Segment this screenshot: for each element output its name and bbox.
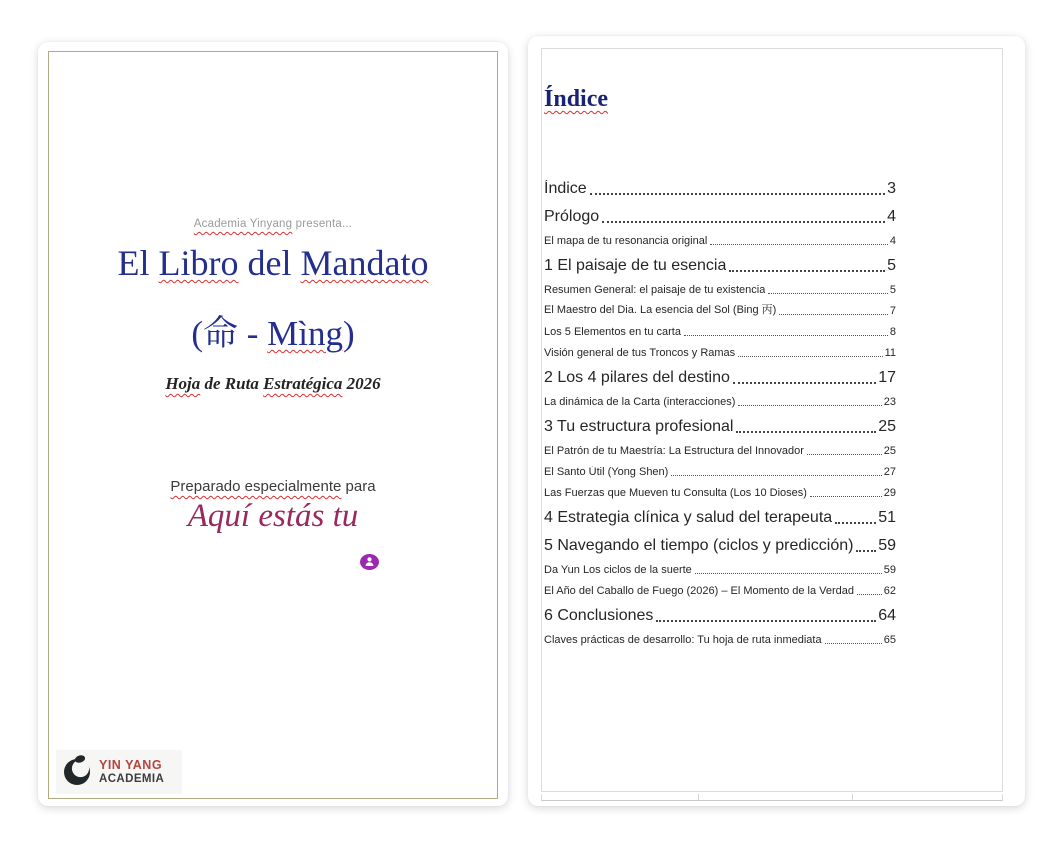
toc-heading: Índice: [544, 86, 609, 112]
toc-entry-page-number: 27: [883, 466, 896, 478]
toc-entry[interactable]: [544, 198, 896, 226]
toc-entry-page-number: 65: [883, 634, 896, 646]
toc-entry[interactable]: [544, 170, 896, 198]
text-segment: Academia Yinyang: [193, 218, 293, 230]
toc-entry-label: Los 5 Elementos en tu carta: [544, 326, 681, 338]
toc-entry-label: Resumen General: el paisaje de tu existencia: [544, 284, 766, 296]
toc-dot-leader: [738, 356, 882, 357]
toc-dot-leader: [736, 431, 876, 433]
toc-dot-leader: [825, 643, 882, 644]
toc-entry[interactable]: [544, 478, 896, 499]
toc-dot-leader: [835, 522, 876, 524]
toc-dot-leader: [807, 454, 882, 455]
text-segment: Libro: [158, 243, 239, 283]
toc-dot-leader: [671, 475, 881, 476]
text-segment: Hoja: [165, 374, 201, 393]
toc-entry[interactable]: [544, 226, 896, 247]
cover-subtitle: [38, 374, 508, 394]
toc-dot-leader: [779, 314, 888, 315]
text-segment: Estratégica: [263, 374, 343, 393]
text-segment: 2026: [342, 374, 381, 393]
toc-entry-page-number: 23: [883, 396, 896, 408]
toc-dot-leader: [729, 270, 885, 272]
toc-entry-page-number: 25: [883, 445, 896, 457]
toc-entry-label: Da Yun Los ciclos de la suerte: [544, 564, 692, 576]
cover-title-line1: [38, 242, 508, 284]
toc-entry-page-number: 59: [878, 537, 896, 554]
toc-entry[interactable]: [544, 338, 896, 359]
toc-entry[interactable]: [544, 275, 896, 296]
toc-entry-label: Índice: [544, 180, 587, 197]
toc-dot-leader: [738, 405, 881, 406]
toc-entry-label: La dinámica de la Carta (interacciones): [544, 396, 736, 408]
yin-yang-icon: [63, 754, 93, 791]
toc-entry-label: Prólogo: [544, 208, 600, 225]
toc-entry-label: El Maestro del Dia. La esencia del Sol (Bing 丙): [544, 304, 777, 316]
toc-dot-leader: [857, 594, 882, 595]
toc-entry-label: El mapa de tu resonancia original: [544, 235, 708, 247]
toc-dot-leader: [710, 244, 888, 245]
table-divider: [852, 794, 853, 800]
toc-entry[interactable]: [544, 527, 896, 555]
person-badge-icon[interactable]: [360, 554, 379, 570]
toc-entry-page-number: 64: [878, 607, 896, 624]
toc-dot-leader: [590, 193, 885, 195]
toc-entry[interactable]: [544, 597, 896, 625]
cover-recipient-name: Aquí estás tu: [187, 498, 359, 534]
text-segment: Preparado especialmente: [170, 478, 342, 495]
toc-entry-label: Las Fuerzas que Mueven tu Consulta (Los 10 Dioses): [544, 487, 807, 499]
text-segment: del: [238, 243, 301, 283]
logo-wordmark: [99, 759, 164, 784]
toc-entry-page-number: 11: [884, 347, 896, 359]
toc-dot-leader: [768, 293, 888, 294]
toc-entry-label: El Santo Útil (Yong Shen): [544, 466, 669, 478]
text-segment: ): [343, 314, 355, 353]
toc-entry[interactable]: [544, 436, 896, 457]
toc-dot-leader: [810, 496, 882, 497]
cover-presenter-line: [38, 218, 508, 230]
toc-entry-page-number: 3: [887, 180, 896, 197]
logo-line1: YIN YANG: [99, 758, 163, 773]
cover-border: [48, 51, 498, 799]
toc-entry-page-number: 17: [878, 369, 896, 386]
toc-dot-leader: [695, 573, 882, 574]
toc-entry[interactable]: [544, 408, 896, 436]
toc-entry-page-number: 51: [878, 509, 896, 526]
toc-entry-label: 3 Tu estructura profesional: [544, 418, 734, 435]
toc-dot-leader: [733, 382, 876, 384]
toc-entry-page-number: 59: [883, 564, 896, 576]
toc-entry[interactable]: [544, 457, 896, 478]
toc-entry-label: Visión general de tus Troncos y Ramas: [544, 347, 736, 359]
toc-entry[interactable]: [544, 387, 896, 408]
text-segment: El: [117, 243, 159, 283]
toc-dot-leader: [684, 335, 888, 336]
toc-entry[interactable]: [544, 576, 896, 597]
cover-page: [38, 42, 508, 806]
logo-line2: ACADEMIA: [99, 772, 165, 785]
yinyang-academia-logo: [56, 750, 182, 794]
text-segment: Mìng: [267, 314, 343, 353]
text-segment: (命 -: [191, 314, 268, 353]
toc-entry-label: El Patrón de tu Maestría: La Estructura del Innovador: [544, 445, 804, 457]
toc-entry[interactable]: [544, 359, 896, 387]
toc-dot-leader: [856, 550, 876, 552]
text-segment: Mandato: [300, 243, 429, 283]
toc-list: [544, 170, 896, 646]
text-segment: de Ruta: [200, 374, 264, 393]
toc-dot-leader: [602, 221, 885, 223]
table-divider: [698, 794, 699, 800]
toc-dot-leader: [656, 620, 876, 622]
cover-title-line2: [38, 306, 508, 356]
toc-entry-page-number: 4: [889, 235, 896, 247]
toc-entry[interactable]: [544, 499, 896, 527]
toc-entry-page-number: 8: [889, 326, 896, 338]
toc-entry-page-number: 5: [889, 284, 896, 296]
toc-entry-label: Claves prácticas de desarrollo: Tu hoja de ruta inmediata: [544, 634, 822, 646]
text-segment: presenta...: [292, 218, 353, 230]
cover-prepared-for-label: [38, 478, 508, 495]
toc-entry-label: El Año del Caballo de Fuego (2026) – El Momento de la Verdad: [544, 585, 855, 597]
toc-entry[interactable]: [544, 247, 896, 275]
toc-entry-page-number: 62: [883, 585, 896, 597]
toc-entry[interactable]: [544, 317, 896, 338]
toc-page: [528, 36, 1025, 806]
toc-entry-label: 5 Navegando el tiempo (ciclos y predicción): [544, 537, 854, 554]
toc-entry-label: 4 Estrategia clínica y salud del terapeuta: [544, 509, 833, 526]
text-segment: para: [341, 478, 376, 495]
toc-entry-page-number: 25: [878, 418, 896, 435]
toc-entry[interactable]: [544, 296, 896, 317]
toc-entry-page-number: 5: [887, 257, 896, 274]
toc-entry-page-number: 29: [883, 487, 896, 499]
toc-entry-page-number: 4: [887, 208, 896, 225]
toc-entry[interactable]: [544, 555, 896, 576]
toc-entry-page-number: 7: [889, 305, 896, 317]
toc-entry-label: 2 Los 4 pilares del destino: [544, 369, 730, 386]
toc-entry-label: 6 Conclusiones: [544, 607, 654, 624]
bottom-table: [541, 794, 1003, 801]
toc-entry[interactable]: [544, 625, 896, 646]
toc-entry-label: 1 El paisaje de tu esencia: [544, 257, 727, 274]
